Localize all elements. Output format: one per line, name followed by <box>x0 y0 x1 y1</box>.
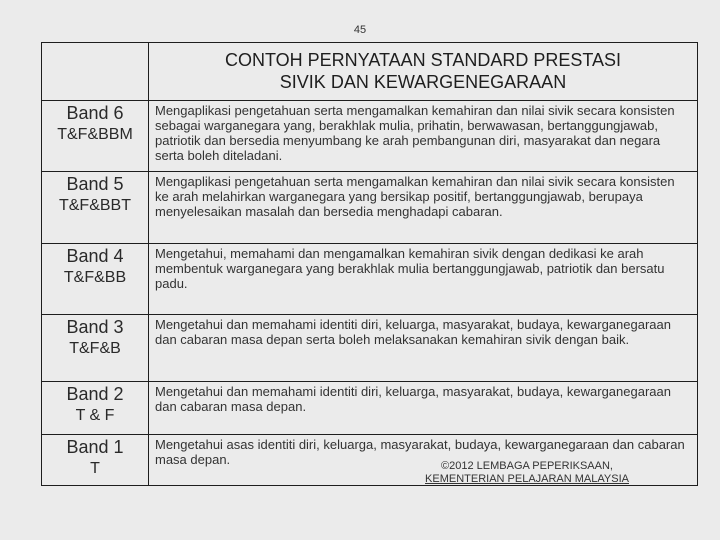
band-code: T&F&BBM <box>57 126 133 143</box>
band-description: Mengaplikasi pengetahuan serta mengamalkan kemahiran dan nilai sivik secara konsisten sebagai warganegara yang, berakhlak mulia, prihatin, berwawasan, bertanggungjawab, patriotik dan bersedia menyumbang ke arah pembangunan diri, masyarakat dan negara serta boleh diteladani. <box>149 101 698 172</box>
band-description: Mengetahui asas identiti diri, keluarga, masyarakat, budaya, kewarganegaraan dan cabaran masa depan. <box>149 435 698 486</box>
band-name: Band 5 <box>66 174 124 194</box>
band-cell <box>42 172 149 244</box>
band-cell <box>42 315 149 382</box>
band-description: Mengetahui dan memahami identiti diri, keluarga, masyarakat, budaya, kewarganegaraan dan cabaran masa depan. <box>149 382 698 435</box>
table-row <box>42 101 698 172</box>
band-name: Band 2 <box>66 384 124 404</box>
title-line-2: SIVIK DAN KEWARGENEGARAAN <box>279 72 567 92</box>
title-line-1: CONTOH PERNYATAAN STANDARD PRESTASI <box>224 50 622 70</box>
copyright-line-2: KEMENTERIAN PELAJARAN MALAYSIA <box>425 473 629 485</box>
page-number: 45 <box>353 24 367 36</box>
band-description: Mengetahui dan memahami identiti diri, keluarga, masyarakat, budaya, kewarganegaraan dan cabaran masa depan serta boleh melaksanakan kemahiran sivik dengan baik. <box>149 315 698 382</box>
band-name: Band 3 <box>66 317 124 337</box>
table-row <box>42 244 698 315</box>
band-code: T <box>90 460 100 477</box>
table-header-row <box>42 43 698 101</box>
band-cell <box>42 101 149 172</box>
band-cell <box>42 382 149 435</box>
copyright-line-1: ©2012 LEMBAGA PEPERIKSAAN, <box>441 460 613 472</box>
band-code: T&F&B <box>69 340 121 357</box>
band-code: T & F <box>75 407 115 424</box>
header-empty-cell <box>42 43 149 101</box>
band-name: Band 6 <box>66 103 124 123</box>
table-row <box>42 382 698 435</box>
band-cell <box>42 435 149 486</box>
band-code: T&F&BB <box>63 269 127 286</box>
band-cell <box>42 244 149 315</box>
band-code: T&F&BBT <box>58 197 131 214</box>
table-row <box>42 172 698 244</box>
copyright-notice <box>412 460 642 486</box>
band-description: Mengaplikasi pengetahuan serta mengamalkan kemahiran dan nilai sivik secara konsisten ke arah melahirkan warganegara yang bersikap positif, bertanggungjawab, berupaya menyelesaikan masalah dan bersedia menghadapi cabaran. <box>149 172 698 244</box>
band-description: Mengetahui, memahami dan mengamalkan kemahiran sivik dengan dedikasi ke arah membentuk warganegara yang berakhlak mulia bertanggungjawab, patriotik dan bersatu padu. <box>149 244 698 315</box>
band-name: Band 4 <box>66 246 124 266</box>
table-row <box>42 315 698 382</box>
band-name: Band 1 <box>66 437 124 457</box>
band-table <box>41 42 698 486</box>
table-title <box>149 43 698 101</box>
